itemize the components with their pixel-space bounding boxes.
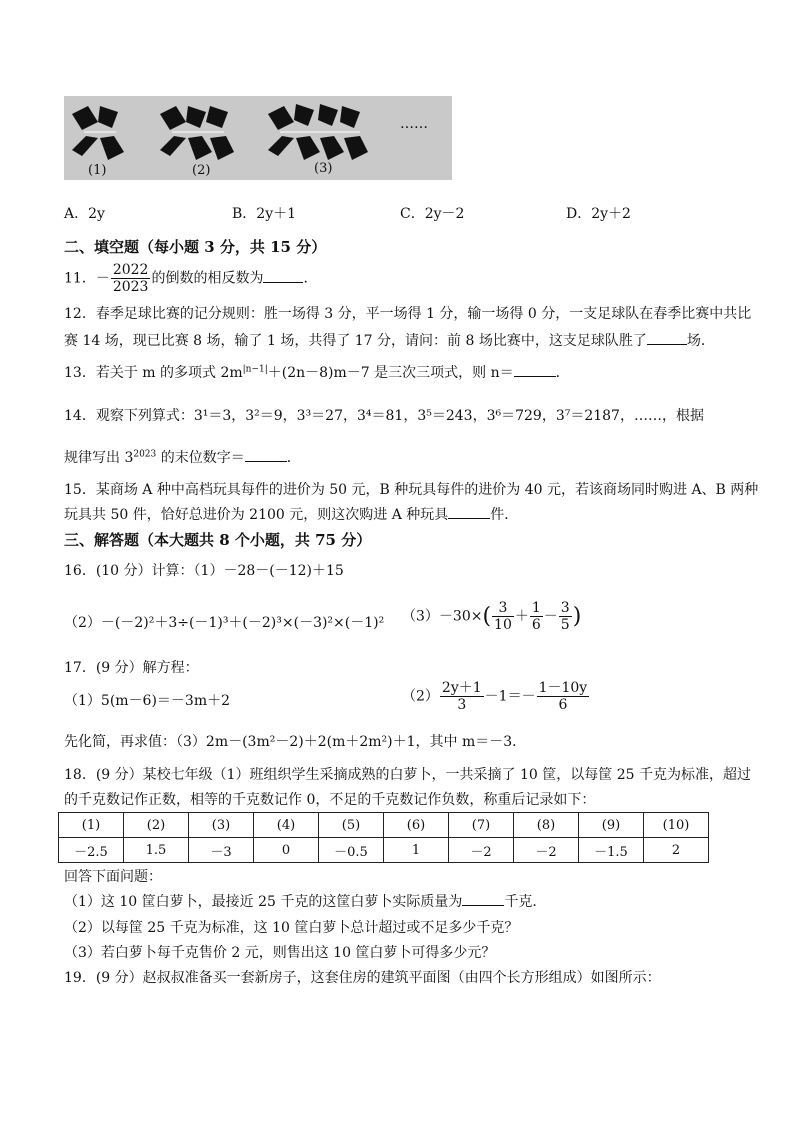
question-18-answer-intro: 回答下面问题：	[64, 869, 162, 885]
q11-fraction	[111, 262, 151, 295]
q16-fraction-1	[492, 600, 514, 633]
table-header-cell: (10)	[644, 813, 709, 838]
q17-fraction-2	[537, 680, 590, 713]
q16-minus: －	[543, 608, 558, 625]
table-cell: －3	[189, 838, 254, 863]
q11-num: 2022	[112, 262, 149, 278]
table-header-cell: (1)	[59, 813, 124, 838]
q11-answer-blank[interactable]	[263, 268, 303, 283]
option-a[interactable]: A．2y	[64, 206, 105, 222]
q14-text: 的末位数字＝	[156, 450, 245, 466]
question-16-part2: （2）－(－2)²＋3÷(－1)³＋(－2)³×(－3)²×(－1)²	[64, 615, 385, 631]
table-header-cell: (4)	[254, 813, 319, 838]
q15-answer-blank[interactable]	[448, 504, 490, 519]
table-cell: 1	[384, 838, 449, 863]
question-12-line1: 12．春季足球比赛的记分规则：胜一场得 3 分，平一场得 1 分，输一场得 0 分，一支足球队在春季比赛中共比	[64, 306, 752, 322]
q17-f1-den: 3	[457, 697, 467, 713]
question-18-sub3: （3）若白萝卜每千克售价 2 元，则售出这 10 筐白萝卜可得多少元？	[64, 945, 496, 961]
table-header-cell: (8)	[514, 813, 579, 838]
q11-text: 的倒数的相反数为	[151, 270, 264, 287]
option-c[interactable]: C．2y－2	[400, 206, 465, 222]
question-18-sub1	[64, 891, 546, 911]
q13-answer-blank[interactable]	[514, 362, 556, 377]
q17-part2-prefix: （2）	[402, 688, 439, 705]
q13-middle: ＋(2n－8)m－7 是三次三项式，则 n＝	[267, 365, 514, 381]
table-cell: 2	[644, 838, 709, 863]
pattern-figure	[64, 96, 452, 180]
question-17-part2	[402, 680, 590, 713]
table-cell: －0.5	[319, 838, 384, 863]
question-15-line1: 15．某商场 A 种中高档玩具每件的进价为 50 元，B 种玩具每件的进价为 40 元，若该商场同时购进 A、B 两种	[64, 482, 759, 498]
q18-answer-blank[interactable]	[462, 891, 504, 906]
question-18-sub2: （2）以每筐 25 千克为标准，这 10 筐白萝卜总计超过或不足多少千克？	[64, 920, 519, 936]
q13-end: ．	[555, 365, 570, 381]
q11-den: 2023	[112, 279, 149, 295]
question-11	[64, 262, 317, 295]
q16-f3-den: 5	[560, 617, 570, 633]
table-header-cell: (5)	[319, 813, 384, 838]
table-header-cell: (9)	[579, 813, 644, 838]
table-cell: －1.5	[579, 838, 644, 863]
table-cell: －2	[514, 838, 579, 863]
q17-f1-num: 2y＋1	[441, 680, 482, 696]
section-2-title: 二、填空题（每小题 3 分，共 15 分）	[64, 238, 327, 256]
q16-part3-prefix: （3）－30×	[402, 608, 483, 625]
q16-f2-num: 1	[531, 600, 541, 616]
q17-fraction-1	[440, 680, 484, 713]
q16-f3-num: 3	[560, 600, 570, 616]
q16-fraction-2	[530, 600, 543, 633]
question-17-title: 17．(9 分）解方程：	[64, 660, 199, 676]
table-row	[59, 838, 709, 863]
pinwheel-patterns	[64, 96, 452, 180]
q11-prefix: 11．－	[64, 270, 110, 287]
question-12-line2	[64, 330, 715, 350]
q17-mid: －1＝－	[484, 688, 536, 705]
table-header-cell: (2)	[124, 813, 189, 838]
q14-exponent: 2023	[133, 449, 157, 460]
question-15-line2	[64, 504, 518, 524]
q12-answer-blank[interactable]	[647, 330, 687, 345]
figure-label-3: (3)	[314, 161, 333, 176]
q13-exponent: |n−1|	[242, 364, 268, 375]
square-1b	[98, 106, 118, 128]
table-cell: 0	[254, 838, 319, 863]
q17-f2-num: 1－10y	[538, 680, 588, 696]
square-1a	[72, 106, 98, 130]
q16-right-paren: )	[572, 604, 582, 629]
question-14-line2	[64, 447, 301, 467]
section-3-title: 三、解答题（本大题共 8 个小题，共 75 分）	[64, 531, 372, 549]
q13-prefix: 13．若关于 m 的多项式 2m	[64, 365, 243, 381]
table-cell: －2	[449, 838, 514, 863]
table-header-cell: (3)	[189, 813, 254, 838]
q14-end: ．	[286, 450, 301, 466]
table-header-cell: (6)	[384, 813, 449, 838]
q15-end: 件．	[490, 507, 519, 523]
q18-sub1-end: 千克．	[504, 894, 547, 910]
question-18-line1: 18．(9 分）某校七年级（1）班组织学生采摘成熟的白萝卜，一共采摘了 10 筐，以每筐 25 千克为标准，超过	[64, 767, 751, 783]
option-d[interactable]: D．2y＋2	[566, 206, 631, 222]
question-13	[64, 362, 570, 382]
question-16-part3	[402, 600, 581, 633]
q14-answer-blank[interactable]	[245, 447, 287, 462]
q16-f2-den: 6	[531, 617, 541, 633]
question-17-part1: （1）5(m－6)＝－3m＋2	[64, 693, 231, 709]
question-19: 19．(9 分）赵叔叔准备买一套新房子，这套住房的建筑平面图（由四个长方形组成）如图所示：	[64, 970, 661, 986]
figure-label-1: (1)	[88, 163, 107, 178]
q16-f1-num: 3	[492, 600, 514, 617]
radish-weight-table	[58, 812, 709, 863]
q12-text: 赛 14 场，现已比赛 8 场，输了 1 场，共得了 17 分，请问：前 8 场比赛中，这支足球队胜了	[64, 333, 647, 349]
table-header-row	[59, 813, 709, 838]
table-cell: －2.5	[59, 838, 124, 863]
q16-left-paren: (	[482, 604, 492, 629]
question-14-line1: 14．观察下列算式：3¹＝3，3²＝9，3³＝27，3⁴＝81，3⁵＝243，3⁶＝729，3⁷＝2187，……，根据	[64, 408, 704, 424]
q16-plus: ＋	[514, 608, 529, 625]
option-b[interactable]: B．2y＋1	[232, 206, 297, 222]
square-1d	[100, 136, 124, 160]
q12-end: 场．	[686, 333, 715, 349]
question-18-line2: 的千克数记作正数，相等的千克数记作 0，不足的千克数记作负数，称重后记录如下：	[64, 792, 596, 808]
q17-f2-den: 6	[558, 697, 568, 713]
q14-prefix: 规律写出 3	[64, 450, 134, 466]
q18-sub1-text: （1）这 10 筐白萝卜，最接近 25 千克的这筐白萝卜实际质量为	[64, 894, 463, 910]
q16-fraction-3	[559, 600, 572, 633]
question-16-part1: 16．(10 分）计算：（1）－28－(－12)＋15	[64, 563, 344, 579]
table-cell: 1.5	[124, 838, 189, 863]
question-17-part3: 先化简，再求值：（3）2m－(3m²－2)＋2(m＋2m²)＋1，其中 m＝－3．	[64, 734, 527, 750]
figure-label-2: (2)	[192, 163, 211, 178]
q16-f1-den: 10	[494, 617, 512, 633]
q11-end: ．	[303, 270, 318, 287]
table-header-cell: (7)	[449, 813, 514, 838]
figure-ellipsis: ……	[400, 116, 428, 132]
q15-text: 玩具共 50 件，恰好总进价为 2100 元，则这次购进 A 种玩具	[64, 507, 449, 523]
square-1c	[72, 136, 98, 156]
